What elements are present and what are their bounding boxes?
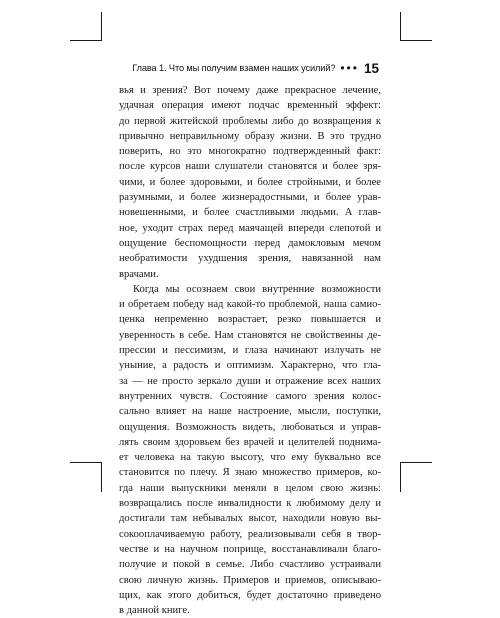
running-header (132, 58, 379, 78)
text-line: внутренних чувств. Состояние самого зрения колос- (119, 390, 381, 402)
page-number: 15 (363, 60, 379, 76)
crop-mark-bottom-right-vertical (400, 462, 401, 492)
text-line: удачная операция имеют подчас временный эффект: (119, 100, 381, 112)
text-line: достигали там небывалых высот, находили новую вы- (119, 513, 381, 525)
text-line: поверить, но это многократно подтвержденный факт: (119, 146, 381, 158)
crop-mark-bottom-left-vertical (101, 462, 102, 492)
text-line: привычно неправильному образу жизни. В это трудно (119, 130, 381, 142)
text-line: за — не просто зеркало души и отражение всех наших (119, 375, 381, 387)
text-line: разумными, и более жизнерадостными, и более урав- (119, 192, 381, 204)
text-line: в данной книге. (119, 605, 190, 617)
text-line: врачами. (119, 268, 159, 280)
header-dots-ornament: ••• (340, 61, 359, 75)
text-line: сокооплачиваемую работу, реализовывали себя в твор- (119, 528, 381, 540)
text-line: ет человека на такую высоту, что ему буквально все (119, 452, 381, 464)
text-line: щих, как этого добиться, будет достаточно приведено (119, 589, 381, 601)
text-line: после курсов наши слушатели становятся и более зря- (119, 161, 381, 173)
text-line: свою личную жизнь. Примеров и приемов, описываю- (119, 574, 381, 586)
text-line: становится по плечу. Я знаю множество примеров, ко- (119, 467, 381, 479)
text-line: сально влияет на наше настроение, мысли, поступки, (119, 406, 381, 418)
text-line: и обретаем победу над какой-то проблемой, наша самио- (119, 299, 381, 311)
text-line: уныние, а радость и оптимизм. Характерно, что гла- (119, 360, 381, 372)
text-line: гда наши выпускники меняли в целом свою жизнь: (119, 482, 381, 494)
text-line: уверенность в себе. Нам становятся не свойственны де- (119, 329, 381, 341)
crop-mark-top-right-vertical (400, 12, 401, 40)
crop-mark-top-left-vertical (101, 12, 102, 40)
text-line: чими, и более здоровыми, и более стройными, и более (119, 176, 381, 188)
text-line: прессии и пессимизм, и глаза начинают излучать не (119, 345, 381, 357)
text-line: ное, уходит страх перед маячащей впереди слепотой и (119, 222, 381, 234)
text-line: необратимости ухудшения зрения, навязанной нам (119, 253, 381, 265)
text-line: ощущение беспомощности перед дамокловым мечом (119, 237, 381, 249)
text-line: ощущения. Возможность видеть, любоваться и управ- (119, 421, 381, 433)
text-line: возвращались после инвалидности к любимому делу и (119, 498, 381, 510)
crop-mark-bottom-right-horizontal (400, 462, 432, 463)
crop-mark-top-right-horizontal (400, 40, 432, 41)
body-text (119, 83, 381, 618)
text-line: честве и на научном поприще, восстанавливали благо- (119, 543, 381, 555)
text-line: до первой житейской проблемы либо до возвращения к (119, 115, 381, 127)
text-line: новешенными, и более счастливыми людьми. А глав- (119, 207, 381, 219)
text-line: ценка непременно возрастает, резко повышается и (119, 314, 381, 326)
text-line: вья и зрения? Вот почему даже прекрасное лечение, (119, 85, 381, 96)
paragraph-first-line: Когда мы осознаем свои внутренние возможности (133, 283, 381, 295)
crop-mark-top-left-horizontal (70, 40, 102, 41)
crop-mark-bottom-left-horizontal (70, 462, 102, 463)
text-line: лять своим здоровьем без врачей и целителей поднима- (119, 436, 381, 448)
chapter-title: Глава 1. Что мы получим взамен наших усилий? (132, 63, 336, 73)
text-line: получие и покой в семье. Либо счастливо устраивали (119, 559, 381, 571)
